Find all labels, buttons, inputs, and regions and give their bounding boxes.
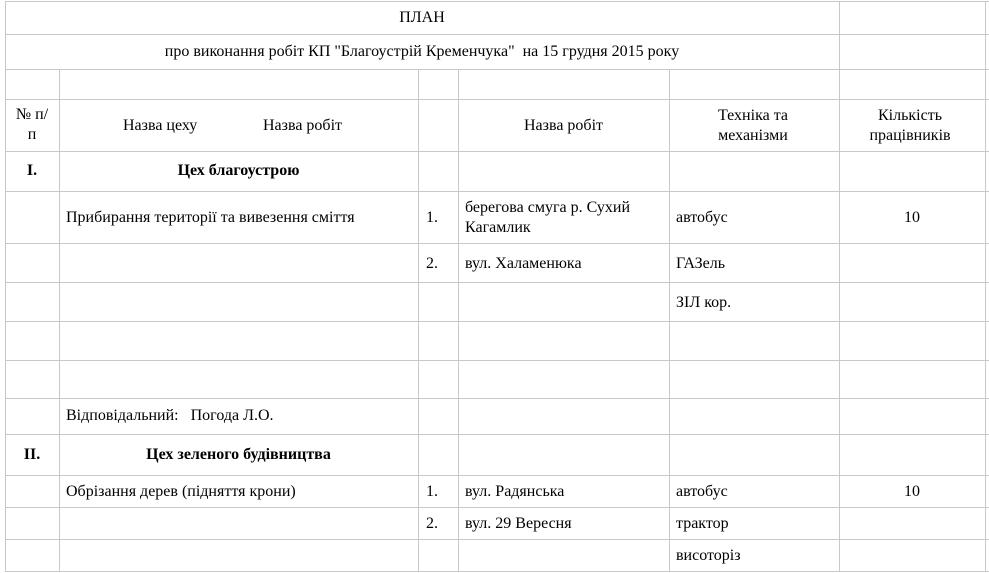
grid-line (5, 475, 989, 476)
item-place: вул. 29 Вересня (465, 515, 572, 532)
grid-line (5, 434, 989, 435)
item-number: 2. (426, 255, 438, 272)
grid-line (5, 571, 989, 572)
col-header-tech: Техніка та механізми (718, 107, 788, 144)
item-place: вул. Халаменюка (465, 255, 582, 272)
item-tech: ЗІЛ кор. (676, 294, 732, 311)
grid-line (5, 539, 989, 540)
task-name: Обрізання дерев (підняття крони) (66, 483, 296, 500)
grid-line (5, 360, 989, 361)
grid-line (5, 99, 989, 100)
grid-line (458, 69, 459, 572)
grid-line (5, 34, 989, 35)
item-number: 1. (426, 209, 438, 226)
grid-line (5, 151, 989, 152)
col-header-num: № п/п (15, 106, 49, 143)
grid-line (59, 69, 60, 572)
grid-line (985, 1, 986, 572)
grid-line (5, 243, 989, 244)
grid-line (5, 282, 989, 283)
item-number: 1. (426, 483, 438, 500)
col-header-workers: Кількість працівників (869, 107, 951, 144)
workers-count: 10 (904, 209, 920, 226)
section-number: II. (23, 446, 41, 463)
section-name: Цех благоустрою (177, 162, 300, 179)
grid-line (5, 191, 989, 192)
item-number: 2. (426, 515, 438, 532)
section-name: Цех зеленого будівництва (146, 446, 331, 463)
grid-line (5, 321, 989, 322)
item-place: берегова смуга р. Сухий Кагамлик (465, 199, 631, 236)
item-tech: трактор (676, 515, 729, 532)
item-tech: автобус (676, 209, 728, 226)
grid-line (5, 398, 989, 399)
grid-line (5, 1, 6, 572)
item-place: вул. Радянська (465, 483, 565, 500)
col-header-works-2: Назва робіт (524, 117, 603, 134)
page-subtitle: про виконання робіт КП "Благоустрій Кременчука" на 15 грудня 2015 року (164, 43, 680, 60)
workers-count: 10 (904, 483, 920, 500)
grid-line (5, 507, 989, 508)
section-number: I. (26, 162, 38, 179)
grid-line (5, 1, 989, 2)
col-header-shop: Назва цеху (123, 117, 198, 134)
col-header-works: Назва робіт (263, 117, 342, 134)
grid-line (669, 69, 670, 572)
grid-line (5, 69, 989, 70)
grid-line (418, 69, 419, 572)
item-tech: ГАЗель (676, 255, 726, 272)
item-tech: автобус (676, 483, 728, 500)
page-title: ПЛАН (399, 9, 445, 26)
responsible-person: Відповідальний: Погода Л.О. (66, 407, 274, 424)
item-tech: висоторіз (676, 547, 741, 564)
task-name: Прибирання території та вивезення сміття (66, 209, 355, 226)
